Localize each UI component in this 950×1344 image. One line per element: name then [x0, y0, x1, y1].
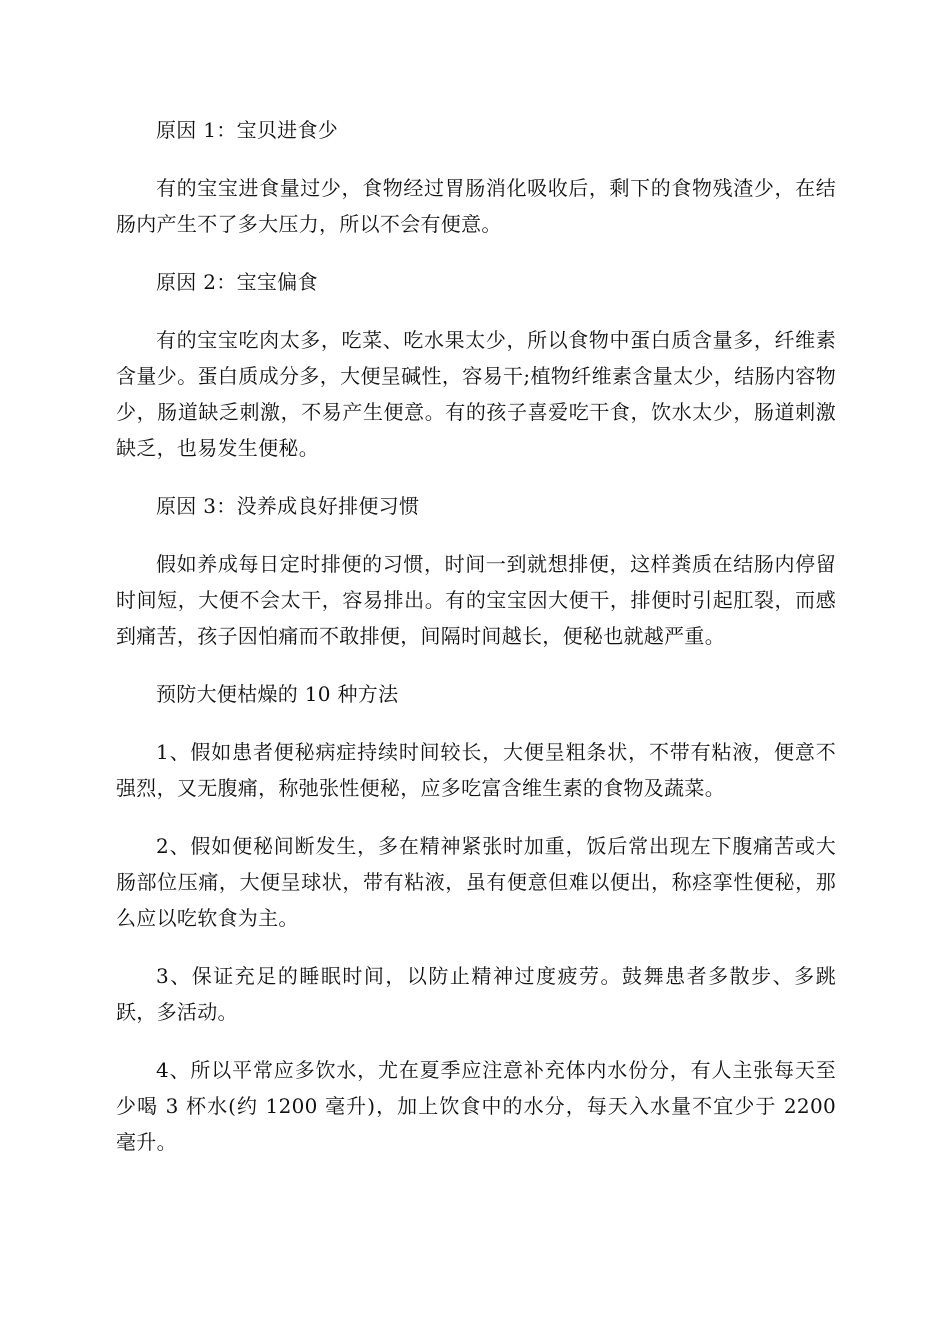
section-heading-cause-2: 原因 2：宝宝偏食 [156, 270, 318, 294]
paragraph-method-2: 2、假如便秘间断发生，多在精神紧张时加重，饭后常出现左下腹痛苦或大肠部位压痛，大便呈球状，带有粘液，虽有便意但难以便出，称痉挛性便秘，那么应以吃软食为主。 [116, 834, 836, 930]
section-heading-cause-3: 原因 3：没养成良好排便习惯 [156, 494, 420, 518]
document-page [116, 112, 836, 1182]
section-heading-prevention: 预防大便枯燥的 10 种方法 [156, 682, 399, 706]
section-heading-cause-1: 原因 1：宝贝进食少 [156, 118, 339, 142]
paragraph-method-3: 3、保证充足的睡眠时间，以防止精神过度疲劳。鼓舞患者多散步、多跳跃，多活动。 [116, 964, 836, 1024]
paragraph-method-1: 1、假如患者便秘病症持续时间较长，大便呈粗条状，不带有粘液，便意不强烈，又无腹痛，称弛张性便秘，应多吃富含维生素的食物及蔬菜。 [116, 740, 836, 800]
paragraph-cause-1: 有的宝宝进食量过少，食物经过胃肠消化吸收后，剩下的食物残渣少，在结肠内产生不了多大压力，所以不会有便意。 [116, 176, 836, 236]
paragraph-cause-3: 假如养成每日定时排便的习惯，时间一到就想排便，这样粪质在结肠内停留时间短，大便不会太干，容易排出。有的宝宝因大便干，排便时引起肛裂，而感到痛苦，孩子因怕痛而不敢排便，间隔时间越长，便秘也就越严重。 [116, 552, 836, 648]
paragraph-cause-2: 有的宝宝吃肉太多，吃菜、吃水果太少，所以食物中蛋白质含量多，纤维素含量少。蛋白质成分多，大便呈碱性，容易干;植物纤维素含量太少，结肠内容物少，肠道缺乏刺激，不易产生便意。有的孩子喜爱吃干食，饮水太少，肠道刺激缺乏，也易发生便秘。 [116, 328, 836, 460]
paragraph-method-4: 4、所以平常应多饮水，尤在夏季应注意补充体内水份分，有人主张每天至少喝 3 杯水(约 1200 毫升)，加上饮食中的水分，每天入水量不宜少于 2200 毫升。 [116, 1058, 836, 1154]
